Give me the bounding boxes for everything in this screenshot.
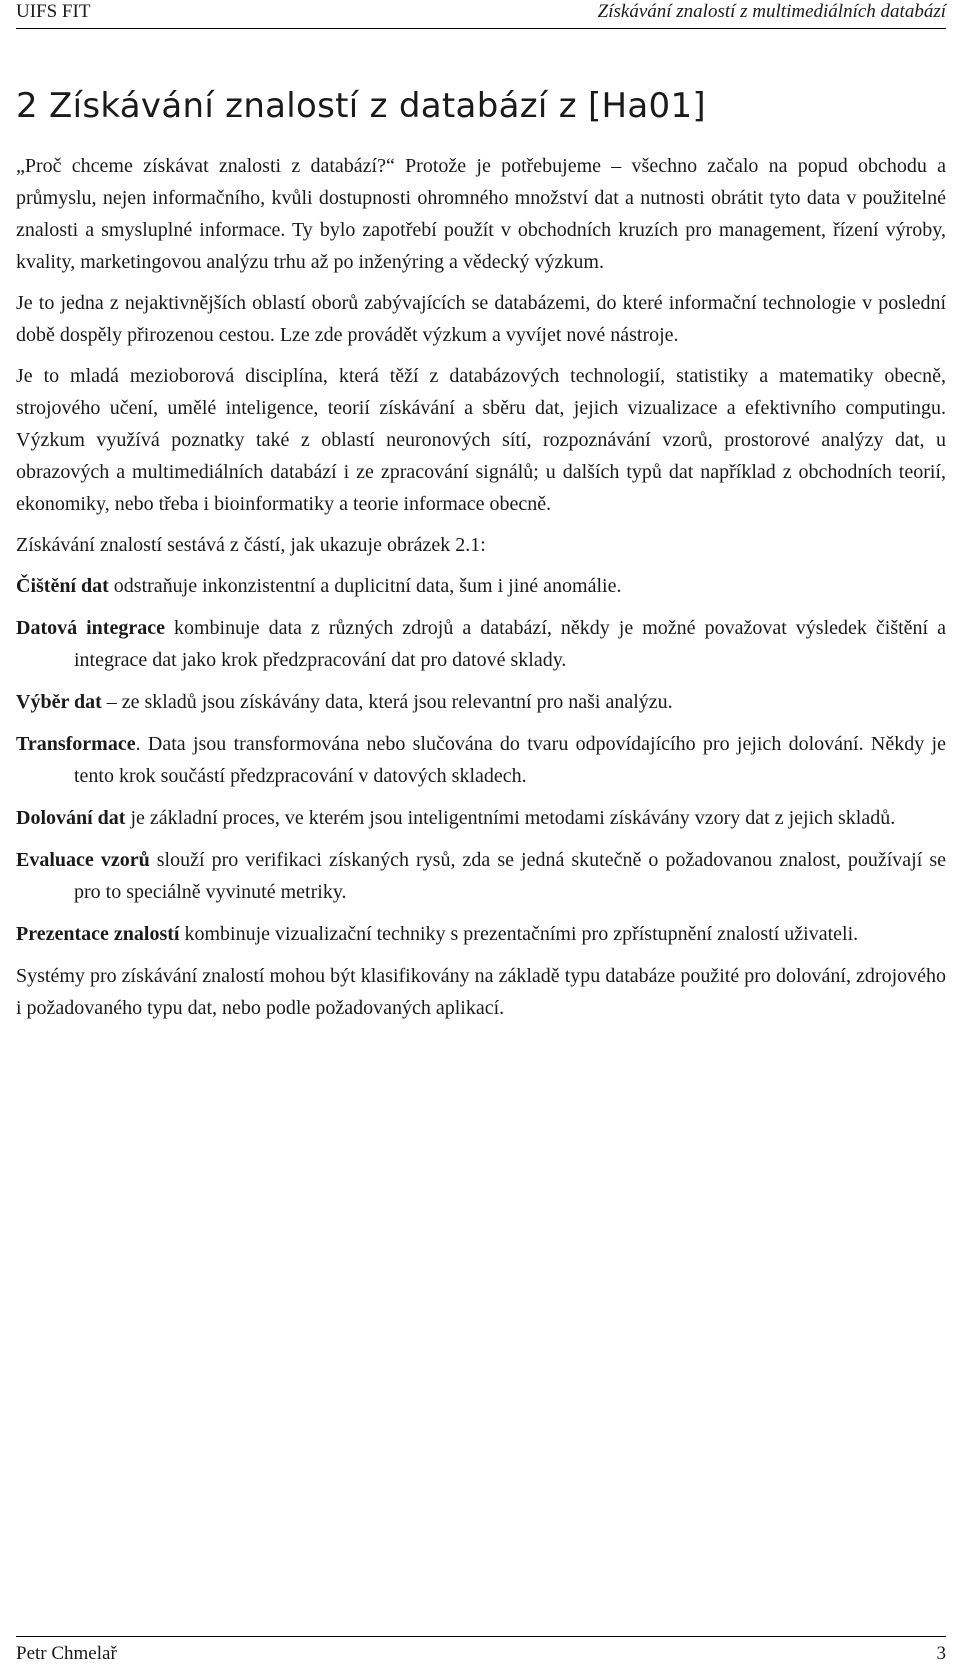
definition-term: Čištění dat [16,575,109,597]
footer-author: Petr Chmelař [16,1643,117,1664]
footer-page-number: 3 [936,1643,946,1664]
definition-text: – ze skladů jsou získávány data, která jsou relevantní pro naši analýzu. [101,691,673,713]
definition-term: Prezentace znalostí [16,923,180,945]
definition-term: Výběr dat [16,691,102,713]
running-footer [16,1636,946,1670]
definition-evaluace-vzoru [16,844,946,908]
definition-datova-integrace [16,612,946,676]
definition-term: Transformace [16,733,136,755]
header-institution: UIFS FIT [16,1,91,22]
body-text [16,150,946,1033]
definition-vyber-dat [16,686,946,718]
definition-cisteni-dat [16,570,946,602]
paragraph-parts-intro: Získávání znalostí sestává z částí, jak ukazuje obrázek 2.1: [16,534,486,556]
document-page [16,0,946,1669]
header-document-title: Získávání znalostí z multimediálních databází [597,1,946,22]
chapter-title: 2 Získávání znalostí z databází z [Ha01] [16,86,706,126]
definition-term: Datová integrace [16,617,165,639]
paragraph-research-area: Je to jedna z nejaktivnějších oblastí oborů zabývajících se databázemi, do které informační technologie v poslední době dospěly přirozenou cestou. Lze zde provádět výzkum a vyvíjet nové nástroje. [16,292,946,346]
definition-text: kombinuje data z různých zdrojů a databází, někdy je možné považovat výsledek čištění a integrace dat jako krok předzpracování dat pro datové sklady. [74,617,947,671]
definition-prezentace-znalosti [16,918,946,950]
definition-text: odstraňuje inkonzistentní a duplicitní data, šum i jiné anomálie. [108,575,622,597]
definition-text: je základní proces, ve kterém jsou inteligentními metodami získávány vzory dat z jejich skladů. [125,807,896,829]
definition-text: . Data jsou transformována nebo slučována do tvaru odpovídajícího pro jejich dolování. Někdy je tento krok součástí předzpracování v datových skladech. [74,733,946,787]
definition-text: kombinuje vizualizační techniky s prezentačními pro zpřístupnění znalostí uživateli. [179,923,859,945]
definition-term: Dolování dat [16,807,126,829]
paragraph-discipline: Je to mladá mezioborová disciplína, která těží z databázových technologií, statistiky a matematiky obecně, strojového učení, umělé inteligence, teorií získávání a sběru dat, jejich vizualizace a efektivního computingu. Výzkum využívá poznatky také z oblastí neuronových sítí, rozpoznávání vzorů, prostorové analýzy dat, u obrazových a multimediálních databází i ze zpracování signálů; u dalších typů dat například z obchodních teorií, ekonomiky, nebo třeba i bioinformatiky a teorie informace obecně. [16,365,946,515]
paragraph-intro: „Proč chceme získávat znalosti z databází?“ Protože je potřebujeme – všechno začalo na popud obchodu a průmyslu, nejen informačního, kvůli dostupnosti ohromného množství dat a nutnosti obrátit tyto data v použitelné znalosti a smysluplné informace. Ty bylo zapotřebí použít v obchodních kruzích pro management, řízení výroby, kvality, marketingovou analýzu trhu až po inženýring a vědecký výzkum. [16,155,946,273]
running-header [16,0,946,29]
definition-dolovani-dat [16,802,946,834]
definition-term: Evaluace vzorů [16,849,150,871]
definition-text: slouží pro verifikaci získaných rysů, zda se jedná skutečně o požadovanou znalost, používají se pro to speciálně vyvinuté metriky. [74,849,947,903]
definition-transformace [16,728,946,792]
paragraph-closing: Systémy pro získávání znalostí mohou být klasifikovány na základě typu databáze použité pro dolování, zdrojového i požadovaného typu dat, nebo podle požadovaných aplikací. [16,965,946,1019]
